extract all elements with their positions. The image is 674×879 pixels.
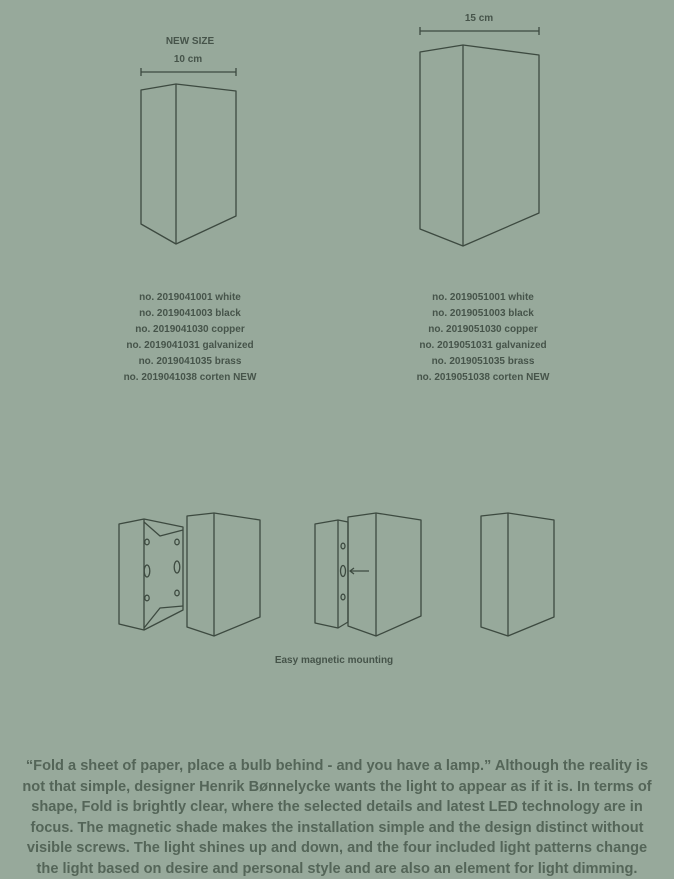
model-item: no. 2019051030 copper [428,324,538,335]
small-width-dimension [141,68,236,76]
new-size-badge: NEW SIZE [165,36,215,47]
mounting-step-2 [315,513,421,636]
model-item: no. 2019051001 white [432,292,534,303]
model-item: no. 2019041001 white [139,292,241,303]
large-width-dimension [420,27,539,35]
large-model-list [383,290,583,386]
model-item: no. 2019051003 black [432,308,534,319]
small-model-list [90,290,290,386]
model-item: no. 2019051038 corten NEW [416,372,550,383]
mounting-step-1 [119,513,260,636]
model-item: no. 2019041031 galvanized [126,340,254,351]
model-item: no. 2019041038 corten NEW [123,372,257,383]
mounting-caption: Easy magnetic mounting [274,655,394,666]
model-item: no. 2019041030 copper [135,324,245,335]
product-description: “Fold a sheet of paper, place a bulb behind - and you have a lamp.” Although the reality is not that simple, designer Henrik Bønnelycke wants the light to appear as if it is. In terms of shape, Fold is brightly clear, where the selected details and latest LED technology are in focus. The magnetic shade makes the installation simple and the design distinct without visible screws. The light shines up and down, and the four included light patterns change the light based on desire and personal style and are also an element for light dimming. [22,758,652,877]
small-lamp-drawing [141,84,236,244]
model-item: no. 2019051035 brass [431,356,535,367]
large-width-label: 15 cm [464,13,494,24]
model-item: no. 2019041003 black [139,308,241,319]
large-lamp-drawing [420,45,539,246]
small-width-label: 10 cm [173,54,203,65]
model-item: no. 2019051031 galvanized [419,340,547,351]
mounting-step-3 [481,513,554,636]
model-item: no. 2019041035 brass [138,356,242,367]
